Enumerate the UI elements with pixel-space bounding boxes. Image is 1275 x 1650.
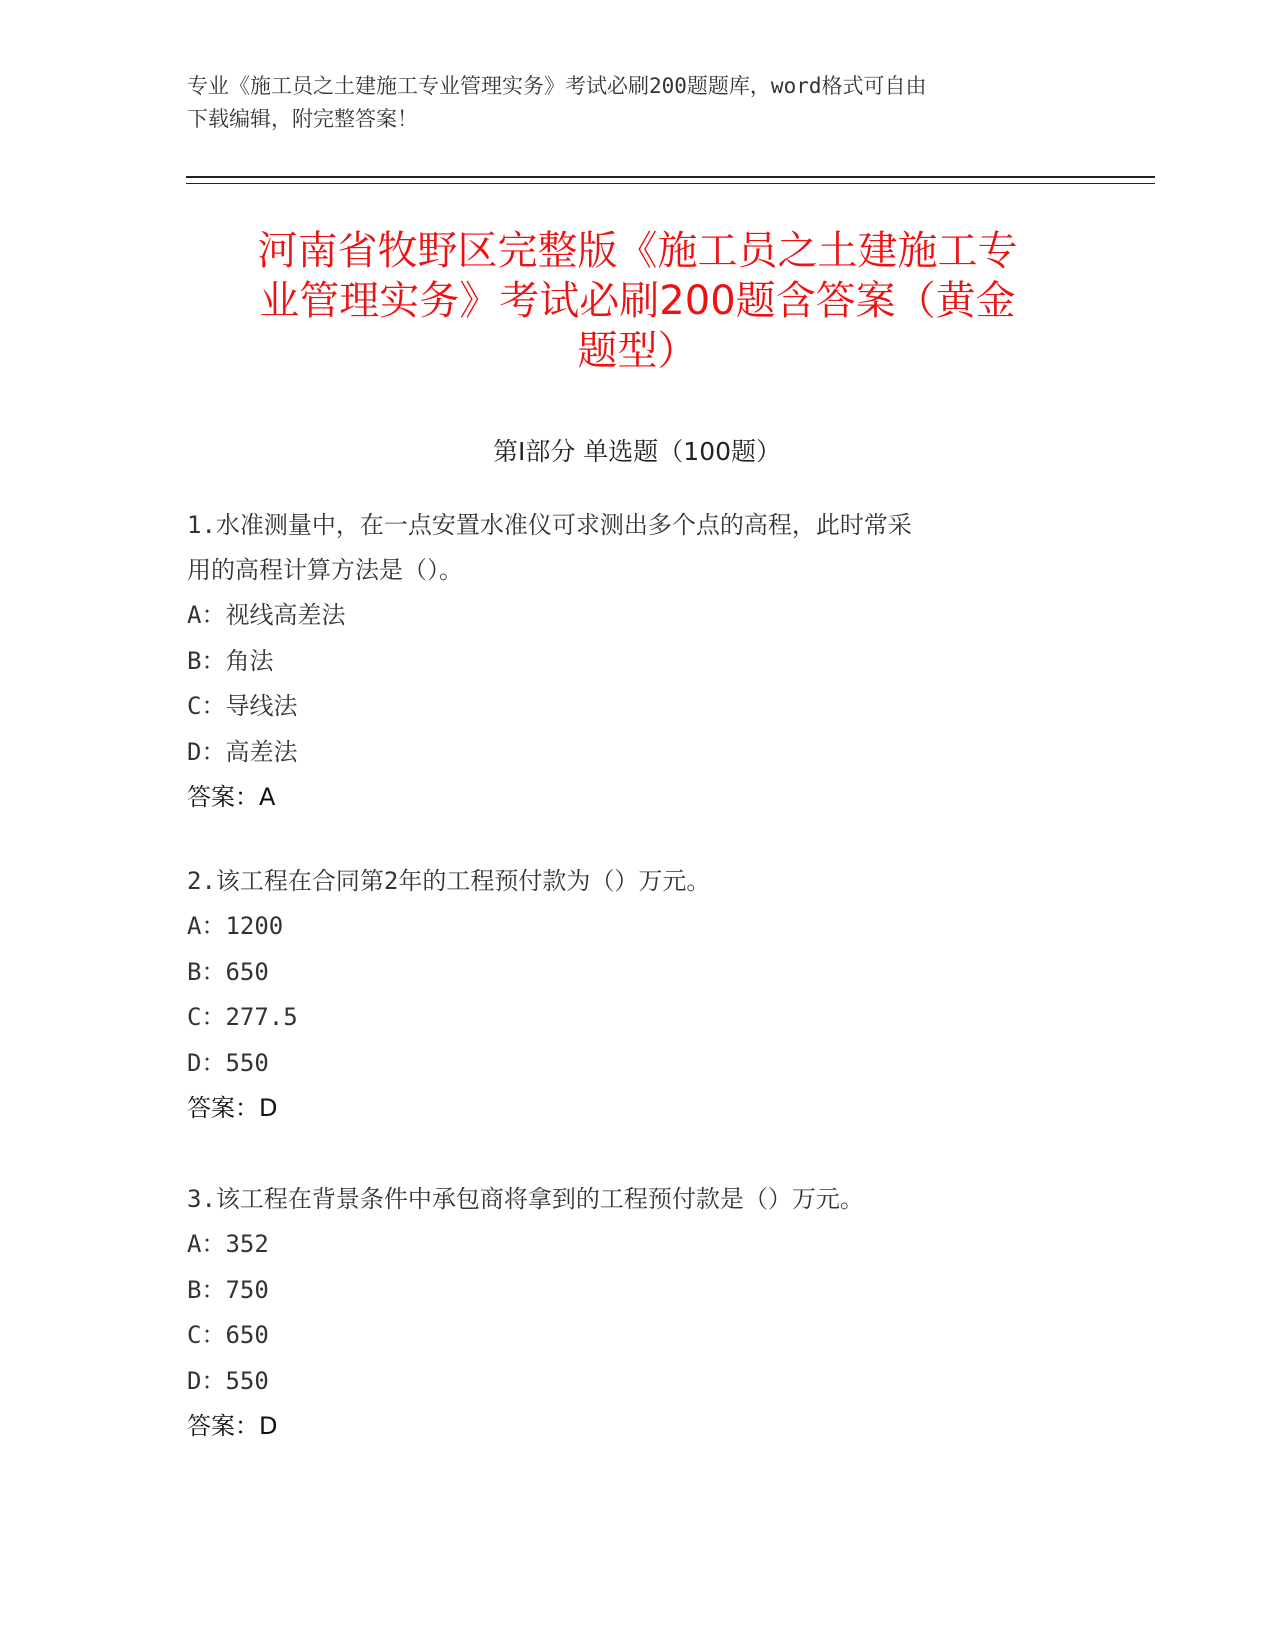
section-title: 第Ⅰ部分 单选题（100题） <box>492 437 782 466</box>
question-1 <box>187 503 1087 821</box>
option-c: C：277.5 <box>187 1003 298 1031</box>
document-title-line-3: 题型） <box>577 328 698 374</box>
question-stem <box>187 503 1087 593</box>
option-b: B：650 <box>187 957 269 986</box>
document-title <box>190 226 1085 376</box>
answer: 答案：D <box>187 1412 278 1440</box>
question-2 <box>187 859 1087 1132</box>
option-a: A：1200 <box>187 912 284 940</box>
option-c: C：650 <box>187 1321 269 1349</box>
option-a: A：视线高差法 <box>187 601 346 629</box>
question-stem <box>187 1177 1087 1222</box>
answer: 答案：A <box>187 783 276 811</box>
question-stem-line-2: 用的高程计算方法是（）。 <box>187 556 463 584</box>
option-d: D：550 <box>187 1048 269 1077</box>
option-b: B：角法 <box>187 646 274 675</box>
option-c: C：导线法 <box>187 692 298 720</box>
question-stem-line-1: 2.该工程在合同第2年的工程预付款为（）万元。 <box>187 867 711 895</box>
document-title-line-1: 河南省牧野区完整版《施工员之土建施工专 <box>257 228 1018 274</box>
option-d: D：550 <box>187 1366 269 1395</box>
option-d: D：高差法 <box>187 737 298 766</box>
header-note-line-2: 下载编辑，附完整答案！ <box>187 107 418 131</box>
answer: 答案：D <box>187 1094 278 1122</box>
document-title-line-2: 业管理实务》考试必刷200题含答案（黄金 <box>259 278 1016 324</box>
header-divider-thin <box>186 183 1155 184</box>
option-b: B：750 <box>187 1275 269 1304</box>
question-stem <box>187 859 1087 904</box>
header-note-line-1: 专业《施工员之土建施工专业管理实务》考试必刷200题题库，word格式可自由 <box>187 74 927 98</box>
question-stem-line-1: 1.水准测量中，在一点安置水准仪可求测出多个点的高程，此时常采 <box>187 511 912 539</box>
question-3 <box>187 1177 1087 1450</box>
header-divider-thick <box>186 176 1155 178</box>
header-note <box>187 70 1087 136</box>
option-a: A：352 <box>187 1230 269 1258</box>
question-stem-line-1: 3.该工程在背景条件中承包商将拿到的工程预付款是（）万元。 <box>187 1185 864 1213</box>
